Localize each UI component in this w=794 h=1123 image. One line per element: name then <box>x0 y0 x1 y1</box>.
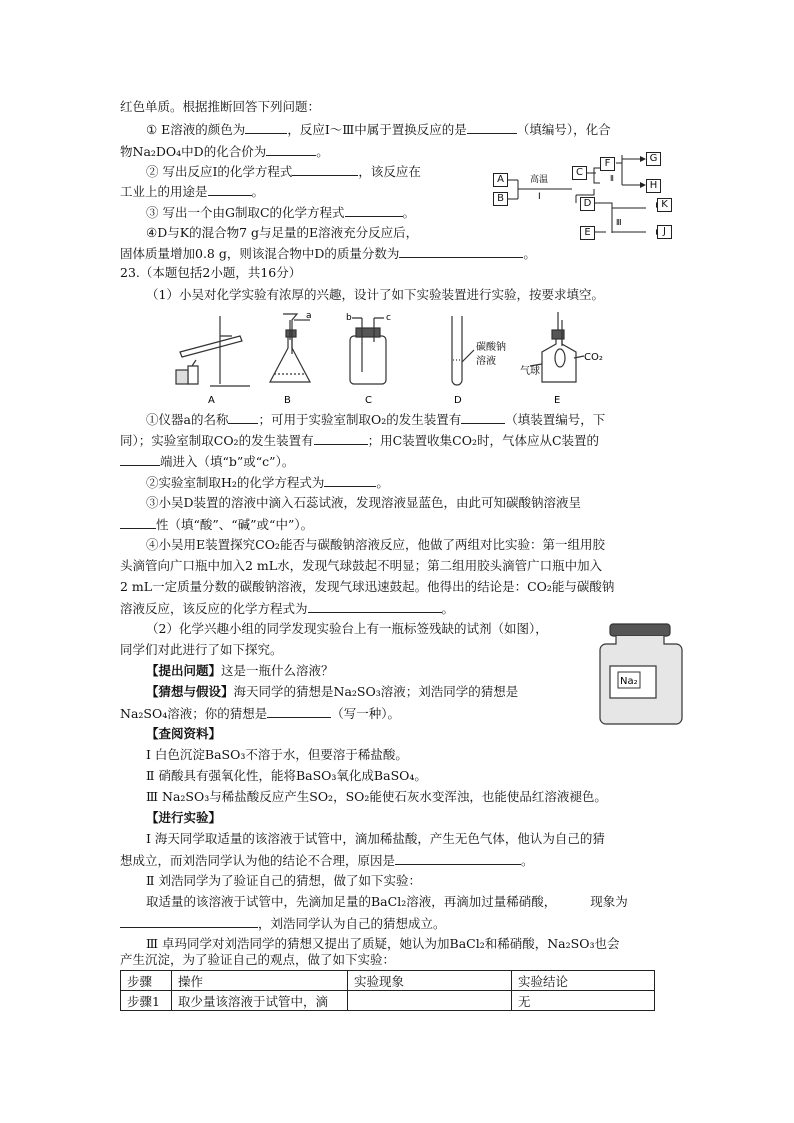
q23-s6: 性（填“酸”、“碱”或“中”）。 <box>120 515 313 534</box>
experiment-table <box>120 970 655 1011</box>
q23-s10: 溶液反应，该反应的化学方程式为 。 <box>120 601 455 616</box>
table-cell: 无 <box>512 991 655 1011</box>
table-row <box>121 991 655 1011</box>
apparatus-label-D: D <box>454 395 462 406</box>
exp-1: Ⅰ 海天同学取适量的该溶液于试管中，滴加稀盐酸，产生无色气体，他认为自己的猜 <box>146 831 605 846</box>
label-balloon: 气球 <box>520 366 540 377</box>
table-header: 实验结论 <box>512 971 655 991</box>
node-F: F <box>600 157 615 171</box>
q23-s1: ①仪器a的名称 ；可用于实验室制取O₂的发生装置有 （填装置编号，下 <box>146 412 606 427</box>
q22-line7: 固体质量增加0.8 g，则该混合物中D的质量分数为 。 <box>120 246 536 261</box>
q23-heading-question: 【提出问题】这是一瓶什么溶液？ <box>146 663 334 678</box>
q23-part2-intro2: 同学们对此进行了如下探究。 <box>120 642 283 657</box>
q23-part2-intro: （2）化学兴趣小组的同学发现实验台上有一瓶标签残缺的试剂（如图）， <box>146 621 548 636</box>
q22-line5: ③ 写出一个由G制取C的化学方程式 。 <box>146 205 416 220</box>
node-J: J <box>657 225 672 239</box>
q22-line3: ② 写出反应Ⅰ的化学方程式 ，该反应在 <box>146 164 421 179</box>
reaction-1-label: Ⅰ <box>538 192 541 202</box>
node-D: D <box>580 197 595 211</box>
apparatus-A <box>176 316 250 386</box>
q22-line2: 物Na₂DO₄中D的化合价为 。 <box>120 144 329 159</box>
table-cell: 步骤1 <box>121 991 172 1011</box>
node-A: A <box>493 173 508 187</box>
exp-2: 想成立，而刘浩同学认为他的结论不合理，原因是 。 <box>120 853 534 868</box>
q23-s4: ②实验室制取H₂的化学方程式为 。 <box>146 475 389 490</box>
answer-blank[interactable] <box>267 704 331 718</box>
answer-blank[interactable] <box>208 182 252 196</box>
table-header: 实验现象 <box>348 971 512 991</box>
exp-5: ，刘浩同学认为自己的猜想成立。 <box>120 914 446 933</box>
answer-blank[interactable] <box>245 120 287 134</box>
answer-blank[interactable] <box>228 410 258 424</box>
ref-3: Ⅲ Na₂SO₃与稀盐酸反应产生SO₂，SO₂能使石灰水变浑浊，也能使品红溶液褪色。 <box>146 789 607 804</box>
q22-line4: 工业上的用途是 。 <box>120 184 265 199</box>
node-K: K <box>657 198 672 212</box>
apparatus-B <box>270 314 310 382</box>
q22-line1: ① E溶液的颜色为 ，反应Ⅰ～Ⅲ中属于置换反应的是 （填编号），化合 <box>146 122 611 137</box>
reagent-bottle <box>596 620 686 728</box>
answer-blank[interactable] <box>395 851 521 865</box>
label-c: c <box>386 313 391 323</box>
q23-s7: ④小吴用E装置探究CO₂能否与碳酸钠溶液反应，他做了两组对比实验：第一组用胶 <box>146 537 605 552</box>
q23-s9: 2 mL一定质量分数的碳酸钠溶液，发现气球迅速鼓起。他得出的结论是：CO₂能与碳酸钠 <box>120 579 615 594</box>
exp-3: Ⅱ 刘浩同学为了验证自己的猜想，做了如下实验： <box>146 873 421 888</box>
node-B: B <box>493 192 508 206</box>
q22-line6: ④D与K的混合物7 g与足量的E溶液充分反应后， <box>146 225 419 240</box>
q23-s2: 同）；实验室制取CO₂的发生装置有 ；用C装置收集CO₂时，气体应从C装置的 <box>120 433 600 448</box>
q23-s5: ③小吴D装置的溶液中滴入石蕊试液，发现溶液显蓝色，由此可知碳酸钠溶液呈 <box>146 495 582 510</box>
answer-blank[interactable] <box>292 162 358 176</box>
label-solution: 溶液 <box>476 356 496 367</box>
label-sodium-carbonate: 碳酸钠 <box>476 342 506 353</box>
reaction-2-label: Ⅱ <box>610 174 614 183</box>
answer-blank[interactable] <box>324 473 376 487</box>
table-header: 操作 <box>172 971 348 991</box>
apparatus-figure <box>170 306 630 406</box>
answer-blank[interactable] <box>120 914 258 928</box>
apparatus-D <box>452 316 474 385</box>
table-header: 步骤 <box>121 971 172 991</box>
apparatus-label-A: A <box>208 395 215 406</box>
answer-blank[interactable] <box>120 452 160 466</box>
label-a: a <box>306 311 312 321</box>
q23-heading-hypothesis: 【猜想与假设】海天同学的猜想是Na₂SO₃溶液；刘浩同学的猜想是 <box>146 684 519 699</box>
node-H: H <box>646 179 661 193</box>
label-co2: CO₂ <box>584 352 603 363</box>
q23-part1-intro: （1）小吴对化学实验有浓厚的兴趣，设计了如下实验装置进行实验，按要求填空。 <box>146 287 604 302</box>
node-C: C <box>572 166 587 180</box>
answer-blank[interactable] <box>345 203 403 217</box>
answer-blank[interactable] <box>308 599 442 613</box>
label-b: b <box>346 313 352 323</box>
node-G: G <box>646 152 661 166</box>
ref-2: Ⅱ 硝酸具有强氧化性，能将BaSO₃氧化成BaSO₄。 <box>146 768 427 783</box>
table-cell: 取少量该溶液于试管中，滴 <box>172 991 348 1011</box>
q23-hypothesis-2: Na₂SO₄溶液；你的猜想是 （写一种）。 <box>120 706 400 721</box>
apparatus-label-B: B <box>284 395 291 406</box>
q23-s3: 端进入（填“b”或“c”）。 <box>120 452 294 471</box>
table-header-row <box>121 971 655 991</box>
cond-high-temp: 高温 <box>530 175 549 185</box>
answer-blank[interactable] <box>461 410 505 424</box>
exp-7: 产生沉淀，为了验证自己的观点，做了如下实验： <box>120 952 396 967</box>
answer-blank[interactable] <box>266 142 316 156</box>
answer-blank[interactable] <box>120 515 156 529</box>
answer-blank[interactable] <box>399 244 523 258</box>
exp-4: 取适量的该溶液于试管中，先滴加足量的BaCl₂溶液，再滴加过量稀硝酸， 现象为 <box>146 894 628 909</box>
apparatus-label-C: C <box>365 395 372 406</box>
reaction-3-label: Ⅲ <box>616 218 622 227</box>
answer-blank[interactable] <box>314 431 368 445</box>
q23-s8: 头滴管向广口瓶中加入2 mL水，发现气球鼓起不明显；第二组用胶头滴管广口瓶中加入 <box>120 558 603 573</box>
exp-6: Ⅲ 卓玛同学对刘浩同学的猜想又提出了质疑，她认为加BaCl₂和稀硝酸，Na₂SO₃也会 <box>146 936 620 951</box>
table-cell[interactable] <box>348 991 512 1011</box>
q23-heading: 23.（本题包括2小题，共16分） <box>120 265 302 280</box>
q23-heading-reference: 【查阅资料】 <box>146 726 222 741</box>
answer-blank[interactable] <box>467 120 517 134</box>
reaction-diagram <box>490 150 680 245</box>
ref-1: Ⅰ 白色沉淀BaSO₃不溶于水，但要溶于稀盐酸。 <box>146 747 408 762</box>
node-E: E <box>580 226 595 240</box>
bottle-label-text: Na₂ <box>620 676 638 687</box>
q23-heading-experiment: 【进行实验】 <box>146 810 222 825</box>
apparatus-C <box>350 318 386 384</box>
apparatus-label-E: E <box>554 395 561 406</box>
q22-line0: 红色单质。根据推断回答下列问题： <box>120 99 321 114</box>
